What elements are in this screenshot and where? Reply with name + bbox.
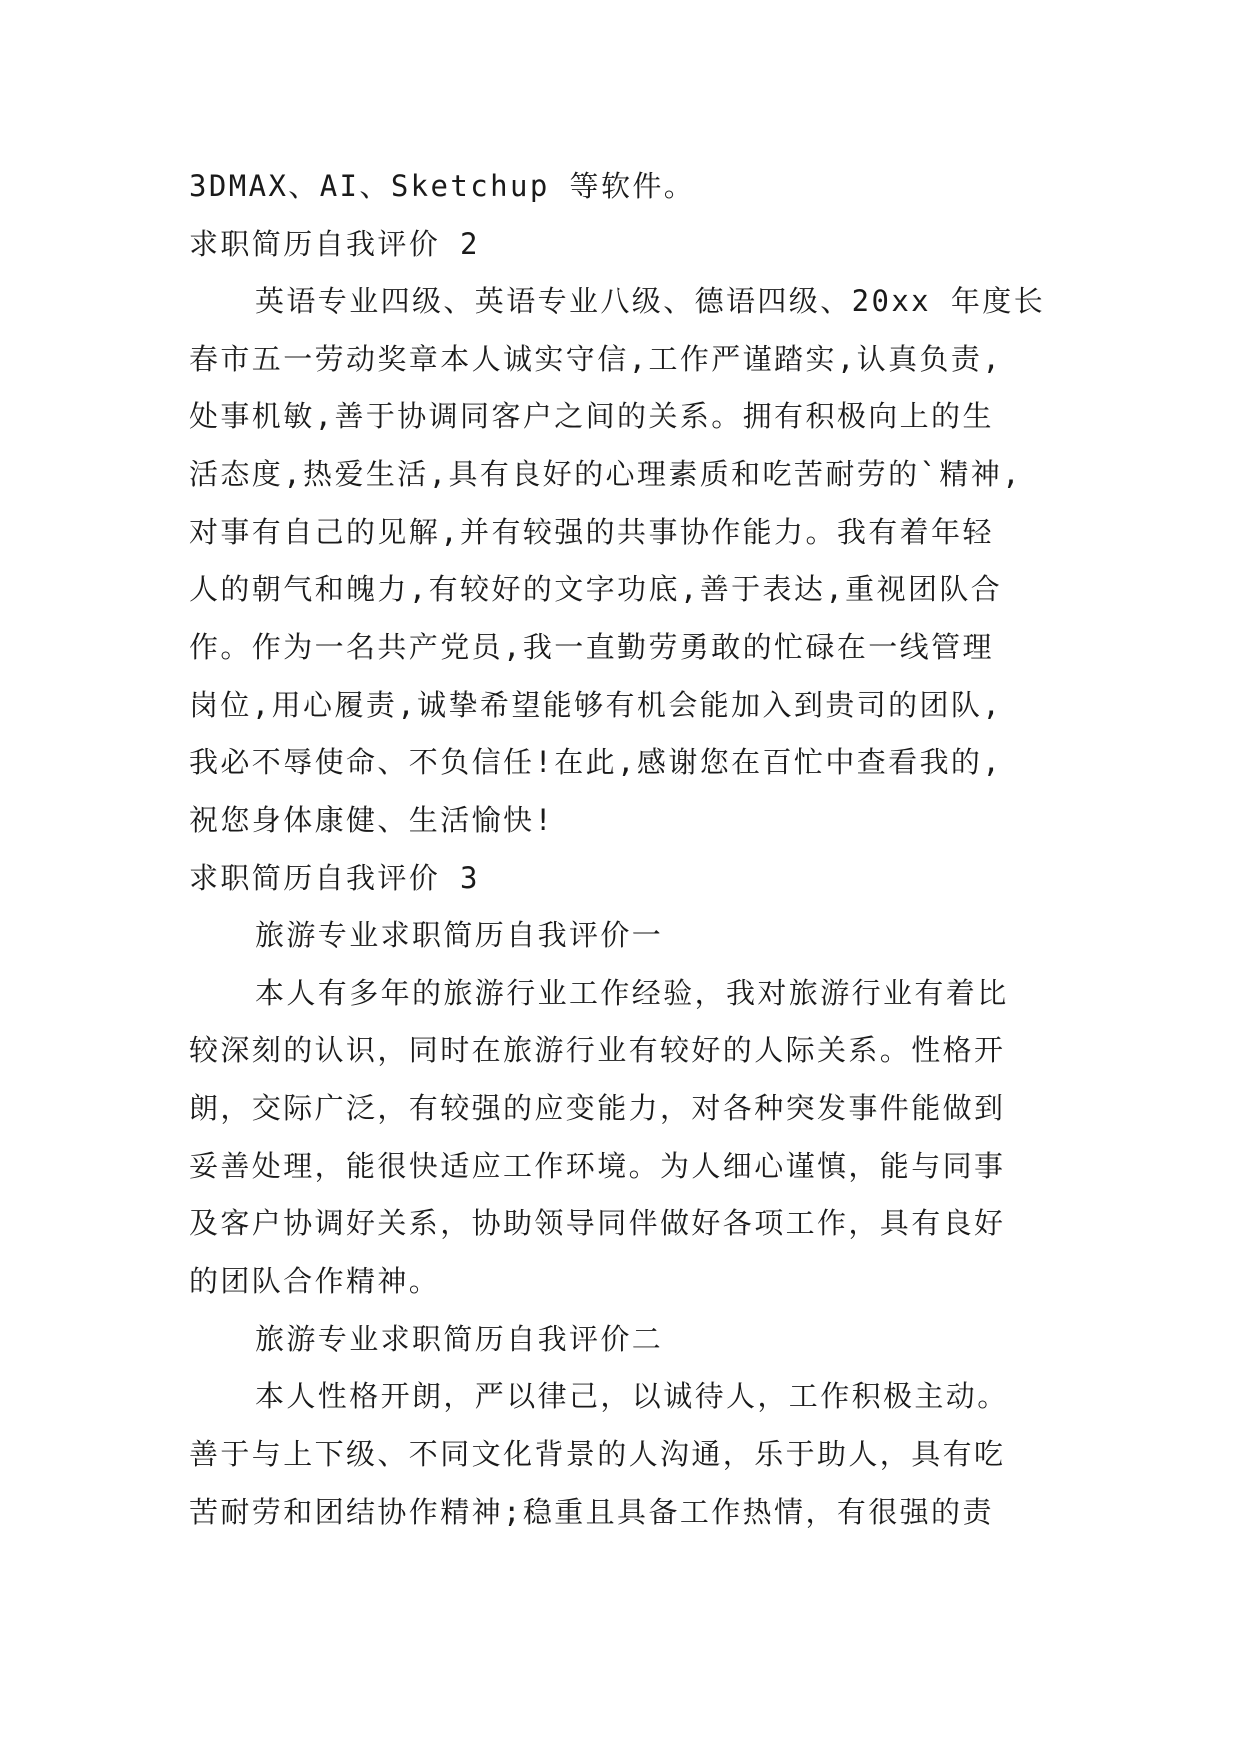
paragraph-line: 对事有自己的见解,并有较强的共事协作能力。我有着年轻	[189, 515, 994, 549]
paragraph-line: 祝您身体康健、生活愉快!	[189, 803, 555, 837]
paragraph-line: 本人有多年的旅游行业工作经验，我对旅游行业有着比	[255, 976, 1009, 1010]
subheading-two: 旅游专业求职简历自我评价二	[255, 1322, 664, 1356]
paragraph-line: 英语专业四级、英语专业八级、德语四级、20xx 年度长	[255, 284, 1046, 318]
paragraph-line: 春市五一劳动奖章本人诚实守信,工作严谨踏实,认真负责,	[189, 342, 1003, 376]
paragraph-line: 及客户协调好关系，协助领导同伴做好各项工作，具有良好	[189, 1206, 1006, 1240]
paragraph-line: 朗，交际广泛，有较强的应变能力，对各种突发事件能做到	[189, 1091, 1006, 1125]
paragraph-line: 我必不辱使命、不负信任!在此,感谢您在百忙中查看我的,	[189, 745, 1003, 779]
paragraph-line: 善于与上下级、不同文化背景的人沟通，乐于助人，具有吃	[189, 1437, 1006, 1471]
paragraph-line: 苦耐劳和团结协作精神;稳重且具备工作热情，有很强的责	[189, 1495, 994, 1529]
paragraph-line: 作。作为一名共产党员,我一直勤劳勇敢的忙碌在一线管理	[189, 630, 994, 664]
section-heading-3: 求职简历自我评价 3	[189, 861, 480, 895]
subheading-one: 旅游专业求职简历自我评价一	[255, 918, 664, 952]
section-heading-2: 求职简历自我评价 2	[189, 227, 480, 261]
text-line-software: 3DMAX、AI、Sketchup 等软件。	[189, 169, 696, 203]
paragraph-line: 活态度,热爱生活,具有良好的心理素质和吃苦耐劳的`精神,	[189, 457, 1023, 491]
paragraph-line: 岗位,用心履责,诚挚希望能够有机会能加入到贵司的团队,	[189, 688, 1003, 722]
paragraph-line: 妥善处理，能很快适应工作环境。为人细心谨慎，能与同事	[189, 1149, 1006, 1183]
paragraph-line: 较深刻的认识，同时在旅游行业有较好的人际关系。性格开	[189, 1033, 1006, 1067]
paragraph-line: 人的朝气和魄力,有较好的文字功底,善于表达,重视团队合	[189, 572, 1003, 606]
paragraph-line: 处事机敏,善于协调同客户之间的关系。拥有积极向上的生	[189, 399, 994, 433]
paragraph-line: 的团队合作精神。	[189, 1264, 441, 1298]
paragraph-line: 本人性格开朗，严以律己，以诚待人，工作积极主动。	[255, 1379, 1009, 1413]
